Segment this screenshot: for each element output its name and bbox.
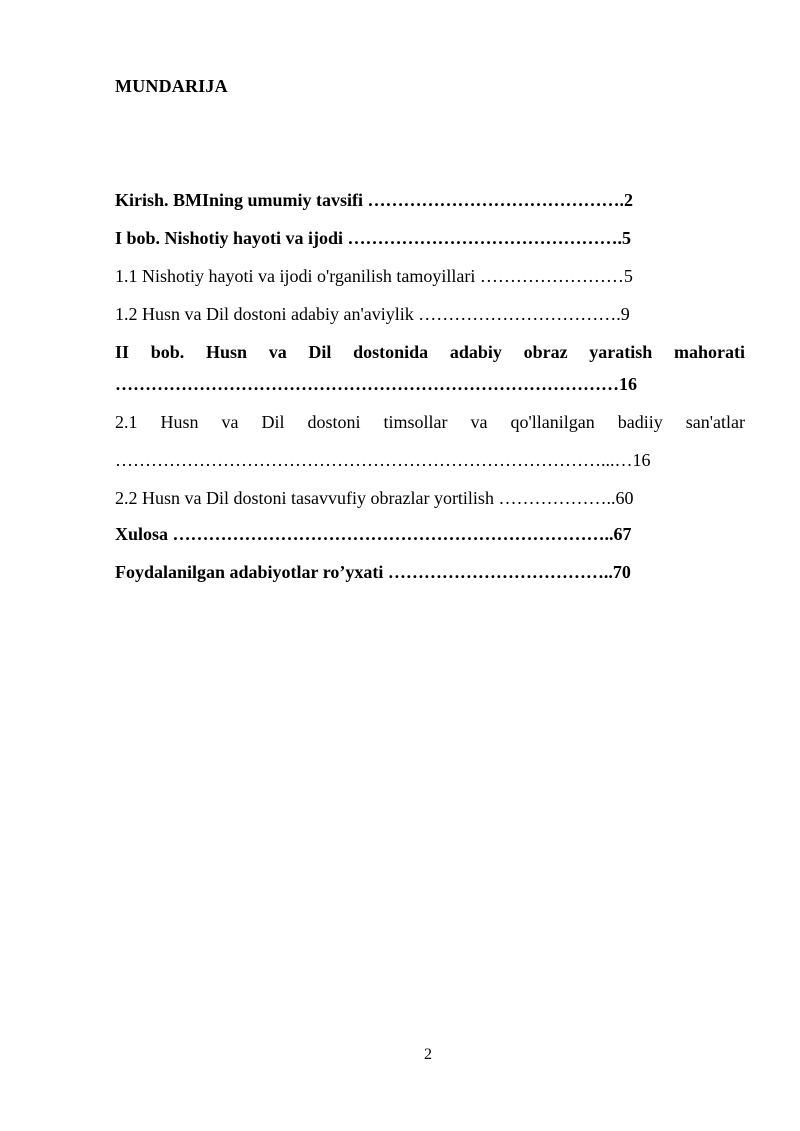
toc-word: badiiy [617, 412, 663, 432]
toc-word: va [221, 412, 239, 432]
toc-word: va [268, 342, 287, 362]
toc-entry-chapter-2-title [115, 340, 745, 364]
toc-word: mahorati [674, 342, 745, 362]
toc-word: adabiy [449, 342, 502, 362]
toc-entry-section-1-2: 1.2 Husn va Dil dostoni adabiy an'aviylik …………………………….9 [115, 304, 630, 324]
toc-entry-section-1-1: 1.1 Nishotiy hayoti va ijodi o'rganilish tamoyillari ……………………5 [115, 266, 633, 286]
toc-entry-xulosa: Xulosa ………………………………………………………………..67 [115, 524, 632, 544]
toc-word: san'atlar [685, 412, 745, 432]
toc-word: obraz [523, 342, 568, 362]
toc-word: Husn [160, 412, 199, 432]
toc-word: Dil [308, 342, 332, 362]
toc-entry-section-2-1-page: ………………………………………………………………………...…16 [115, 450, 651, 470]
toc-word: Dil [261, 412, 285, 432]
toc-entry-kirish: Kirish. BMIning umumiy tavsifi …………………………………….2 [115, 190, 634, 210]
toc-word: dostoni [307, 412, 361, 432]
toc-word: bob. [150, 342, 185, 362]
toc-word: II [115, 342, 130, 362]
page-number: 2 [424, 1046, 432, 1063]
toc-word: Husn [205, 342, 247, 362]
toc-word: va [470, 412, 488, 432]
page-title: MUNDARIJA [115, 76, 228, 96]
toc-word: 2.1 [115, 412, 138, 432]
toc-word: dostonida [353, 342, 429, 362]
toc-entry-adabiyotlar: Foydalanilgan adabiyotlar ro’yxati ………………………………..70 [115, 562, 631, 582]
toc-word: qo'llanilgan [510, 412, 595, 432]
toc-word: yaratish [589, 342, 653, 362]
toc-entry-chapter-2-page: …………………………………………………………………………16 [115, 374, 637, 394]
toc-entry-section-2-1-title [115, 410, 745, 434]
toc-entry-section-2-2: 2.2 Husn va Dil dostoni tasavvufiy obrazlar yortilish ………………..60 [115, 488, 634, 508]
toc-word: timsollar [383, 412, 448, 432]
toc-entry-chapter-1: I bob. Nishotiy hayoti va ijodi ……………………………………….5 [115, 228, 632, 248]
